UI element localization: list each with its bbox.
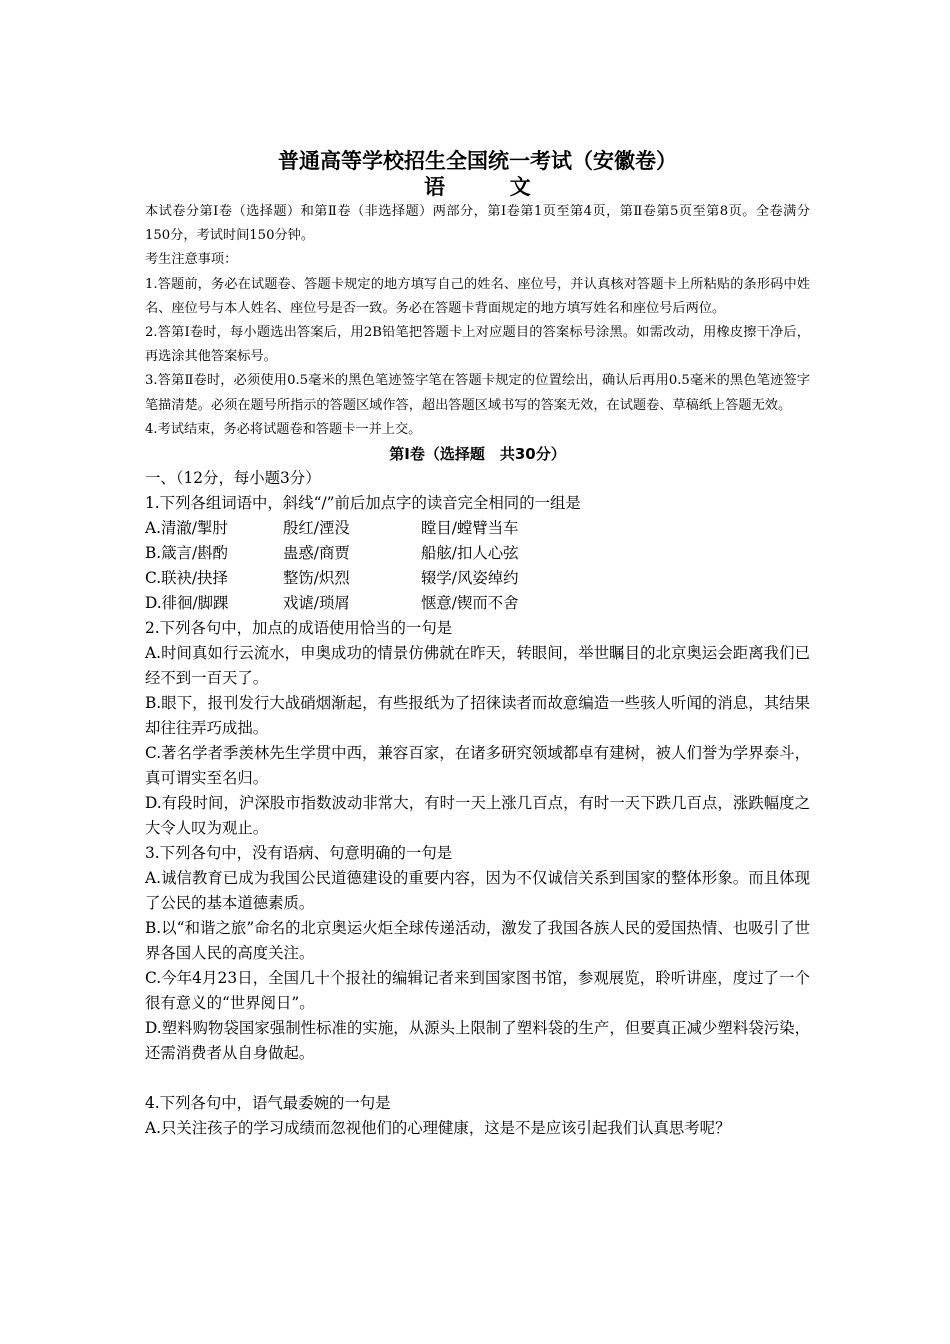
question-4-stem: 4.下列各句中，语气最委婉的一句是	[145, 1094, 391, 1113]
option-cell: 殷红/湮没	[283, 519, 350, 538]
subject-title: 语 文	[424, 175, 531, 199]
section-title: 第Ⅰ卷（选择题 共30分）	[389, 445, 566, 464]
option-cell: 辍学/风姿绰约	[421, 569, 519, 588]
notice-item-1: 1.答题前，务必在试题卷、答题卡规定的地方填写自己的姓名、座位号，并认真核对答题卡上所粘贴的条形码中姓名、座位号与本人姓名、座位号是否一致。务必在答题卡背面规定的地方填写姓名和座位号后两位。	[145, 276, 810, 316]
notice-heading: 考生注意事项：	[145, 252, 238, 268]
exam-title: 普通高等学校招生全国统一考试（安徽卷）	[278, 149, 677, 173]
question-3-option-d: D.塑料购物袋国家强制性标准的实施，从源头上限制了塑料袋的生产，但要真正减少塑料袋污染，还需消费者从自身做起。	[145, 1019, 810, 1063]
intro-paragraph: 本试卷分第Ⅰ卷（选择题）和第Ⅱ卷（非选择题）两部分，第Ⅰ卷第1页至第4页，第Ⅱ卷第5页至第8页。全卷满分150分，考试时间150分钟。	[145, 204, 810, 244]
option-cell: 船舷/扣人心弦	[421, 544, 519, 563]
exam-page	[145, 148, 810, 1141]
instructions	[145, 200, 810, 442]
question-2-stem: 2.下列各句中，加点的成语使用恰当的一句是	[145, 619, 453, 638]
question-3-option-c: C.今年4月23日，全国几十个报社的编辑记者来到国家图书馆，参观展览，聆听讲座，度过了一个很有意义的“世界阅日”。	[145, 969, 810, 1013]
question-2-option-b: B.眼下，报刊发行大战硝烟渐起，有些报纸为了招徕读者而故意编造一些骇人听闻的消息，其结果却往往弄巧成拙。	[145, 694, 810, 738]
notice-item-4: 4.考试结束，务必将试题卷和答题卡一并上交。	[145, 421, 422, 437]
question-2-option-d: D.有段时间，沪深股市指数波动非常大，有时一天上涨几百点，有时一天下跌几百点，涨跌幅度之大令人叹为观止。	[145, 794, 810, 838]
option-cell: B.箴言/斟酌	[145, 544, 228, 563]
question-4-option-a: A.只关注孩子的学习成绩而忽视他们的心理健康，这是不是应该引起我们认真思考呢？	[145, 1119, 731, 1138]
question-1-stem: 1.下列各组词语中，斜线“/”前后加点字的读音完全相同的一组是	[145, 494, 581, 513]
question-3-option-b: B.以“和谐之旅”命名的北京奥运火炬全球传递活动，激发了我国各族人民的爱国热情、也吸引了世界各国人民的高度关注。	[145, 919, 810, 963]
question-1-option-a	[145, 516, 810, 541]
questions	[145, 466, 810, 1141]
spacer	[145, 1066, 810, 1091]
question-2-option-a: A.时间真如行云流水，申奥成功的情景仿佛就在昨天，转眼间，举世瞩目的北京奥运会距离我们已经不到一百天了。	[145, 644, 810, 688]
question-1-option-c	[145, 566, 810, 591]
option-cell: 惬意/锲而不舍	[421, 594, 519, 613]
option-cell: 蛊惑/商贾	[283, 544, 350, 563]
option-cell: 整饬/炽烈	[283, 569, 350, 588]
option-cell: D.徘徊/脚踝	[145, 594, 229, 613]
question-1-option-d	[145, 591, 810, 616]
notice-item-2: 2.答第Ⅰ卷时，每小题选出答案后，用2B铅笔把答题卡上对应题目的答案标号涂黑。如需改动，用橡皮擦干净后，再选涂其他答案标号。	[145, 325, 810, 365]
option-cell: 戏谑/琐屑	[283, 594, 350, 613]
question-1-option-b	[145, 541, 810, 566]
part-heading: 一、（12分，每小题3分）	[145, 469, 321, 488]
question-3-option-a: A.诚信教育已成为我国公民道德建设的重要内容，因为不仅诚信关系到国家的整体形象。而且体现了公民的基本道德素质。	[145, 869, 810, 913]
question-2-option-c: C.著名学者季羡林先生学贯中西，兼容百家，在诸多研究领域都卓有建树，被人们誉为学界泰斗，真可谓实至名归。	[145, 744, 810, 788]
notice-item-3: 3.答第Ⅱ卷时，必须使用0.5毫米的黑色笔迹签字笔在答题卡规定的位置绘出，确认后再用0.5毫米的黑色笔迹签字笔描清楚。必须在题号所指示的答题区域作答，超出答题区域书写的答案无效，在试题卷、草稿纸上答题无效。	[145, 373, 810, 413]
option-cell: A.清澈/掣肘	[145, 519, 228, 538]
option-cell: 瞠目/螳臂当车	[421, 519, 519, 538]
option-cell: C.联袂/抉择	[145, 569, 228, 588]
question-3-stem: 3.下列各句中，没有语病、句意明确的一句是	[145, 844, 453, 863]
